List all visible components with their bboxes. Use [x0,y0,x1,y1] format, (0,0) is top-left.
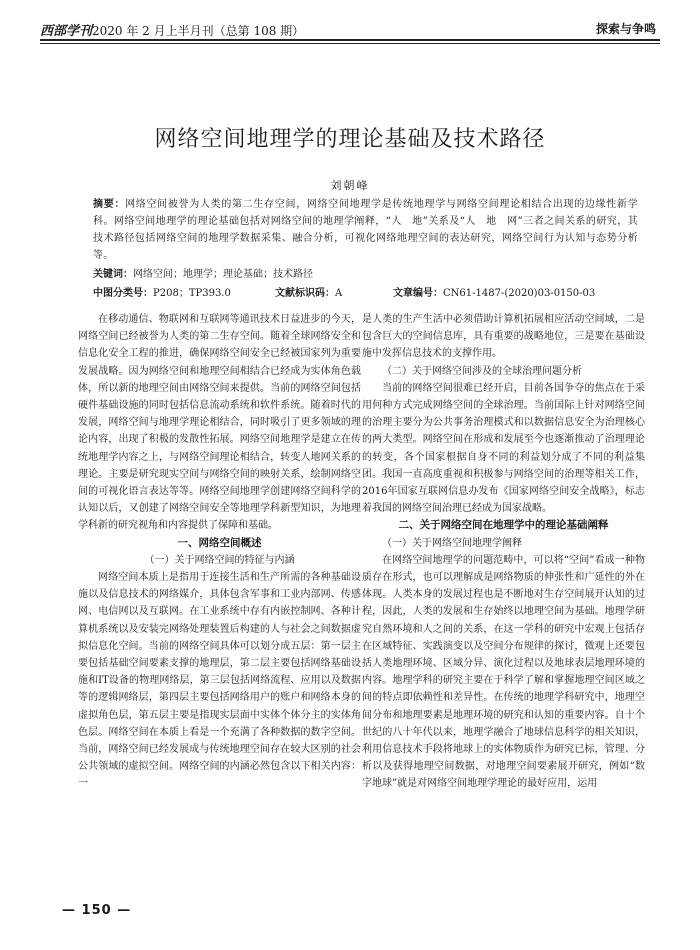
article-number-value: CN61-1487-(2020)03-0150-03 [443,288,596,299]
right-column [362,311,645,793]
section-heading: 二、关于网络空间在地理学中的理论基础阐释 [398,519,609,532]
left-column [78,311,361,793]
journal-issue: 2020 年 2 月上半月刊（总第 108 期） [92,24,305,38]
doc-code-value: A [335,288,343,299]
article-number-label: 文章编号： [393,288,443,299]
clc-value: P208；TP393.0 [153,288,231,299]
keywords [93,266,638,283]
journal-brand: 西部学刊 [40,24,93,39]
subsection-heading: （二）关于网络空间涉及的全球治理问题分析 [382,365,582,377]
abstract [93,196,638,264]
journal-header [40,20,304,39]
page-number: — 150 — [62,903,132,918]
keywords-label: 关键词： [93,269,133,280]
subsection-heading: （一）关于网络空间地理学阐释 [382,537,522,549]
clc-code [93,285,231,302]
section-heading: 一、网络空间概述 [177,536,262,549]
article-number [393,285,595,302]
doc-code-label: 文献标识码： [275,288,335,299]
header-rule [40,39,660,41]
paragraph: 网络空间本质上是指用于连接生活和生产所需的各种基础设施以及信息技术的网络媒介，具体包含军事和工业内部网、传感网、电信网以及互联网。在工业系统中存有内嵌控制网、各种计算机系统以及安装完网络处理装置后构建的人与社会之间数据虚拟信息化空间。当前的网络空间具体可以划分成五层：第一层主要包括基础空间要素支撑的地理层，第二层主要包括网络基础设施和IT设备的物理网络层，第三层包括网络流程、应用以及数据等的逻辑网络层，第四层主要包括网络用户的账户和网络本身的虚拟角色层，第五层主要是指现实层面中实体个体分主的实体角色层。网络空间在本质上看是一个充满了各种数据的数字空间。当前，网络空间已经发展成与传统地理空间存在较大区别的社会公共领域的虚拟空间。网络空间的内涵必然包含以下相关内容：一 [78,572,361,790]
paragraph: 在移动通信、物联网和互联网等通讯技术日益进步的今天，网络空间已经被誉为人类的第二生存空间。随着全球网络安全和信息化安全工程的推进，确保网络空间安全已经被国家列为重要发展战略。因为网络空间和地理空间相结合已经成为实体角色载体，所以新的地理空间由网络空间来提供。当前的网络空间包括硬件基础设施的同时包括信息流动系统和软件系统。随着时代的发展，网络空间与地理学理论相结合，同时吸引了更多领域的理论内容，出现了积极的发散性拓展。网络空间地理学是建立在传统地理学内容之上，与网络空间理论相结合，转变人地网关系的理论。主要是研究现实空间与网络空间的映射关系，绘制网络空间的可视化语言表达等等。网络空间地理学创建网络空间科学的认知以后，又创建了网络空间安全等地理学科新型知识，为地理学科新的研究视角和内容提供了保障和基础。 [78,314,361,532]
article-author: 刘朝峰 [330,179,370,192]
keywords-text: 网络空间；地理学；理论基础；技术路径 [133,269,313,280]
abstract-label: 摘要： [93,199,126,210]
subsection-heading: （一）关于网络空间的特征与内涵 [144,554,295,566]
header-rule-thin [40,43,660,44]
doc-code [275,285,342,302]
article-title: 网络空间地理学的理论基础及技术路径 [154,127,546,152]
paragraph: 当前的网络空间很难已经开启，目前各国争夺的焦点在于采用何种方式完成网络空间的全球治理。当前国际上针对网络空间的治理主要分为公共事务治理模式和以数据信息安全为治理核心的两大类型。网络空间在形成和发展至今也逐渐推动了治理理论的转变，各个国家根据自身不同的利益划分成了不同的利益集团。我国一直高度重视和积极参与网络空间的治理等相关工作，2016年国家互联网信息办发布《国家网络空间安全战略》，标志着我国的网络空间治理已经成为国家战略。 [362,382,645,515]
paragraph: 是人类的生产生活中必须借助计算机拓展相应活动空间域，二是包含巨大的空间信息库，具有重要的战略地位，三是要在基础设施中发挥信息技术的支撑作用。 [362,314,645,360]
paragraph: 在网络空间地理学的问题范畴中，可以将“空间”看成一种物质存在形式，也可以理解成是网络物质的伸张性和广延性的外在体现。人类本身的发展过程也是不断地对生存空间展开认知的过程，因此，人类的发展和生存始终以地理空间为基础。地理学研究自然环境和人之间的关系，在这一学科的研究中宏观上包括存在区域特征、实践演变以及空间分布规律的探讨，微观上还要包括人类地理环境、区域分异、演化过程以及地球表层地理环境的内容。地理学科的研究主要在于科学了解和掌握地理空间区域之间的特点即依赖性和差异性。在传统的地理学科研究中，地理空间分布和地理要素是地理环境的研究和认知的重要内容。自十个世纪的八十年代以来，地理学融合了地球信息科学的相关知识，利用信息技术手段将地球上的实体物质作为研究已标，管理、分析以及获得地理空间数据，对地理空间要素展开研究，例如“数字地球”就是对网络空间地理学理论的最好应用，运用 [362,554,645,790]
clc-label: 中图分类号： [93,288,153,299]
abstract-text: 网络空间被誉为人类的第二生存空间，网络空间地理学是传统地理学与网络空间理论相结合出现的边缘性新学科。网络空间地理学的理论基础包括对网络空间的地理学阐释，“人 地”关系及“人 地 网”三者之间关系的研究，其技术路径包括网络空间的地理学数据采集、融合分析，可视化网络地理空间的表达研究，网络空间行为认知与态势分析等。 [93,199,638,261]
section-name: 探索与争鸣 [595,22,656,36]
